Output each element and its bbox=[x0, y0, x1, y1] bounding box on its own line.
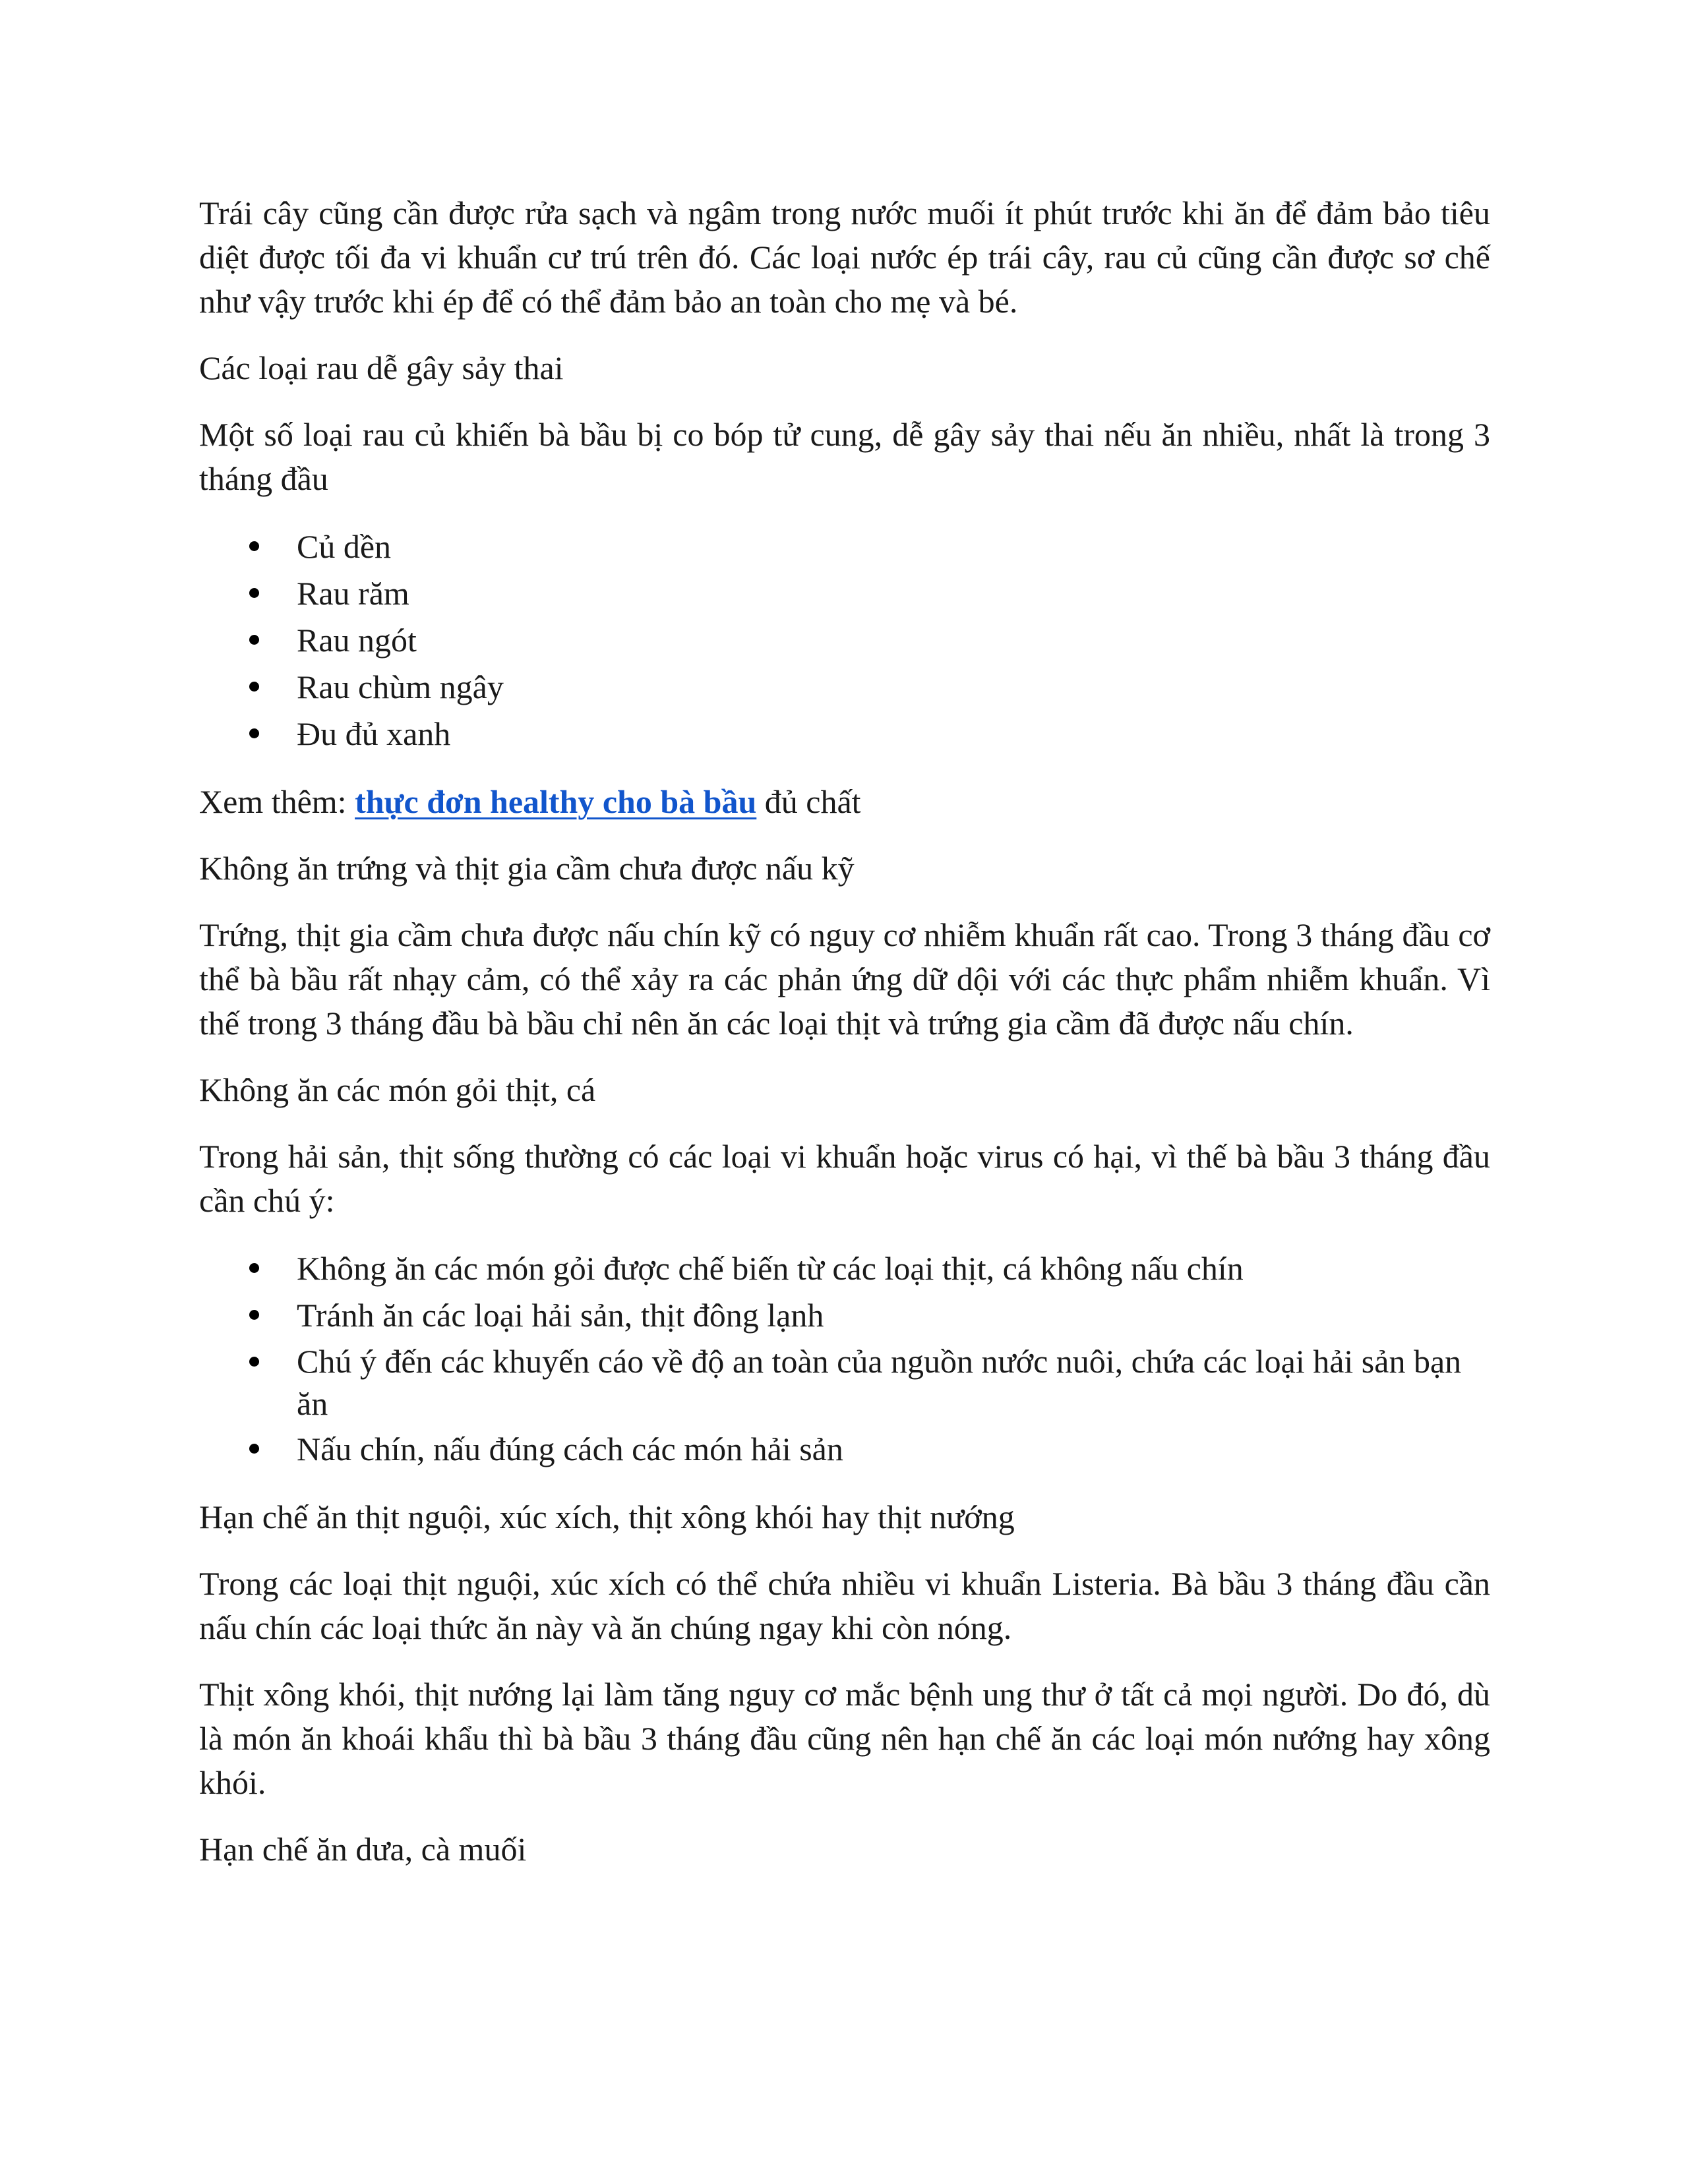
paragraph-fruit-washing: Trái cây cũng cần được rửa sạch và ngâm trong nước muối ít phút trước khi ăn để đảm bảo tiêu diệt được tối đa vi khuẩn cư trú trên đó. Các loại nước ép trái cây, rau củ cũng cần được sơ chế như vậy trước khi ép để có thể đảm bảo an toàn cho mẹ và bé. bbox=[199, 194, 1490, 320]
paragraph-infection-risk: Trứng, thịt gia cầm chưa được nấu chín kỹ có nguy cơ nhiễm khuẩn rất cao. Trong 3 tháng đầu cơ thể bà bầu rất nhạy cảm, có thể xảy ra các phản ứng dữ dội với các thực phẩm nhiễm khuẩn. Vì thế trong 3 tháng đầu bà bầu chỉ nên ăn các loại thịt và trứng gia cầm đã được nấu chín. bbox=[199, 916, 1490, 1042]
list-item: Đu đủ xanh bbox=[297, 711, 1490, 757]
paragraph-seafood-bacteria: Trong hải sản, thịt sống thường có các loại vi khuẩn hoặc virus có hại, vì thế bà bầu 3 tháng đầu cần chú ý: bbox=[199, 1138, 1490, 1219]
heading-undercooked-eggs-poultry: Không ăn trứng và thịt gia cầm chưa được nấu kỹ bbox=[199, 850, 855, 887]
list-item: Tránh ăn các loại hải sản, thịt đông lạnh bbox=[297, 1292, 1490, 1339]
list-item: Không ăn các món gỏi được chế biến từ các loại thịt, cá không nấu chín bbox=[297, 1245, 1490, 1292]
bullet-icon bbox=[249, 728, 259, 738]
list-item: Rau ngót bbox=[297, 617, 1490, 664]
bullet-icon bbox=[249, 588, 259, 598]
bullet-icon bbox=[249, 1310, 259, 1320]
heading-processed-meats: Hạn chế ăn thịt nguội, xúc xích, thịt xông khói hay thịt nướng bbox=[199, 1498, 1015, 1535]
list-item: Chú ý đến các khuyến cáo về độ an toàn của nguồn nước nuôi, chứa các loại hải sản bạn ăn bbox=[297, 1339, 1490, 1426]
list-item: Rau chùm ngây bbox=[297, 664, 1490, 711]
bullet-icon bbox=[249, 682, 259, 692]
bullet-icon bbox=[249, 635, 259, 645]
healthy-menu-link[interactable]: thực đơn healthy cho bà bầu bbox=[355, 783, 757, 820]
heading-miscarriage-vegetables: Các loại rau dễ gây sảy thai bbox=[199, 349, 564, 386]
document-body bbox=[199, 191, 1490, 1894]
bullet-icon bbox=[249, 1444, 259, 1454]
bullet-icon bbox=[249, 1263, 259, 1273]
bullet-icon bbox=[249, 541, 259, 551]
list-item: Nấu chín, nấu đúng cách các món hải sản bbox=[297, 1426, 1490, 1473]
see-also-line bbox=[199, 780, 1490, 824]
bullet-icon bbox=[249, 1357, 259, 1367]
paragraph-smoked-grilled: Thịt xông khói, thịt nướng lại làm tăng nguy cơ mắc bệnh ung thư ở tất cả mọi người. Do đó, dù là món ăn khoái khẩu thì bà bầu 3 tháng đầu cũng nên hạn chế ăn các loại món nướng hay xông khói. bbox=[199, 1676, 1490, 1801]
see-also-suffix: đủ chất bbox=[756, 783, 861, 820]
heading-pickled-vegetables: Hạn chế ăn dưa, cà muối bbox=[199, 1831, 527, 1868]
see-also-prefix: Xem thêm: bbox=[199, 783, 355, 820]
paragraph-listeria: Trong các loại thịt nguội, xúc xích có thể chứa nhiều vi khuẩn Listeria. Bà bầu 3 tháng đầu cần nấu chín các loại thức ăn này và ăn chúng ngay khi còn nóng. bbox=[199, 1565, 1490, 1646]
seafood-advice-list bbox=[199, 1245, 1490, 1473]
vegetable-list bbox=[199, 523, 1490, 757]
paragraph-uterine-contraction: Một số loại rau củ khiến bà bầu bị co bóp tử cung, dễ gây sảy thai nếu ăn nhiều, nhất là trong 3 tháng đầu bbox=[199, 416, 1490, 497]
list-item: Củ dền bbox=[297, 523, 1490, 570]
heading-raw-salads: Không ăn các món gỏi thịt, cá bbox=[199, 1071, 596, 1108]
list-item: Rau răm bbox=[297, 570, 1490, 617]
